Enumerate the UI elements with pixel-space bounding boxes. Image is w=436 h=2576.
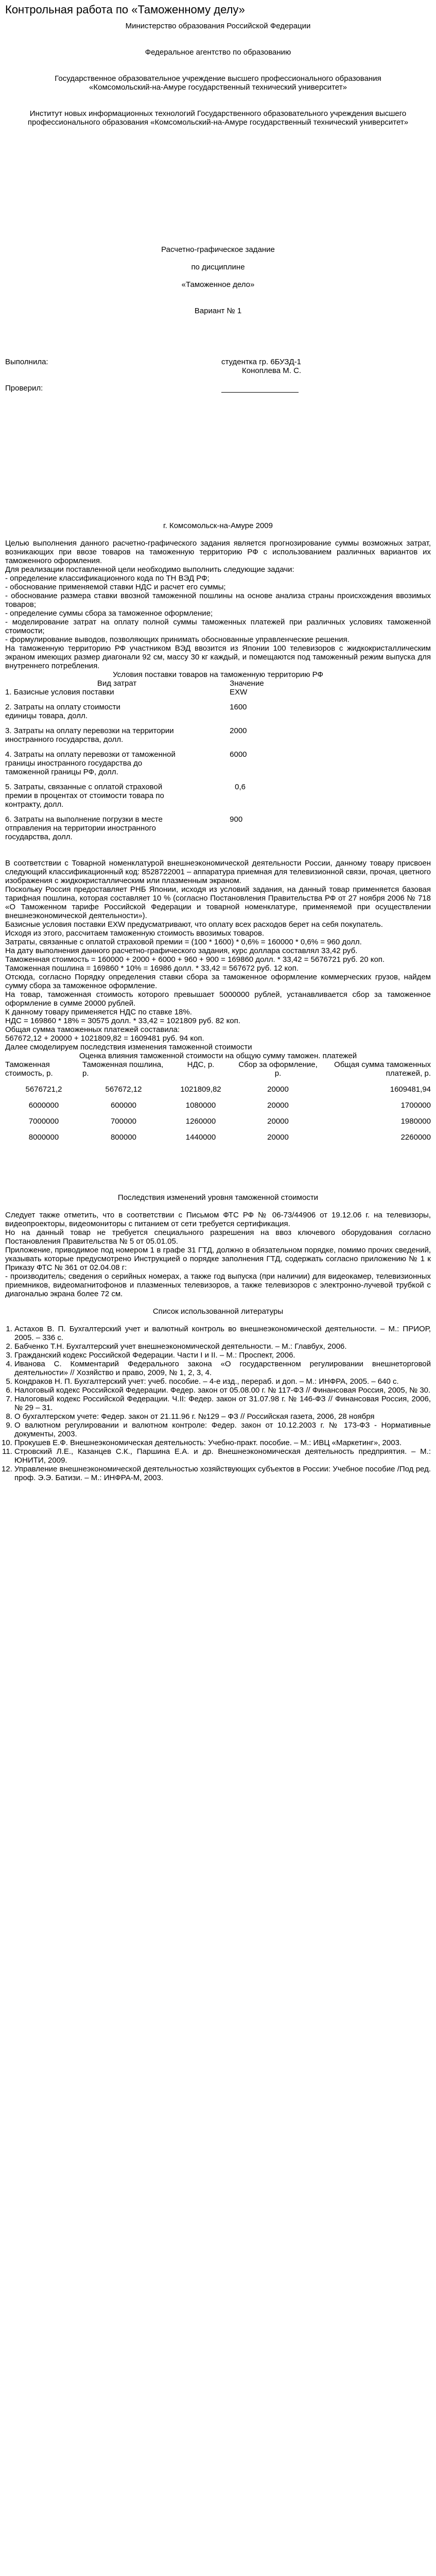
- condition-label: 5. Затраты, связанные с оплатой страховой премии в процентах от стоимости товара по контракту, долл.: [5, 783, 164, 809]
- student-group: студентка гр. 6БУЗД-1: [221, 358, 301, 366]
- ministry: Министерство образования Российской Федерации: [125, 22, 311, 30]
- cell: 1021809,82: [180, 1085, 221, 1094]
- institute: Институт новых информационных технологий Государственного образовательного учреждения высшего профессионального образования «Комсомольский-на-Амуре государственный технический университет»: [27, 109, 409, 127]
- table-row: [5, 726, 293, 744]
- cell: 7000000: [28, 1117, 59, 1126]
- model-table: [5, 1060, 431, 1142]
- cell: 20000: [267, 1133, 289, 1142]
- body-paragraph: 567672,12 + 20000 + 1021809,82 = 1609481 руб. 94 коп.: [5, 1034, 204, 1043]
- body-paragraph: Таможенная пошлина = 169860 * 10% = 16986 долл. * 33,42 = 567672 руб. 12 коп.: [5, 964, 299, 973]
- table-row: [5, 1117, 431, 1126]
- body-paragraph: На дату выполнения данного расчетно-графического задания, курс доллара составлял 33,42 руб.: [5, 946, 358, 955]
- document-title: Контрольная работа по «Таможенному делу»: [5, 3, 245, 16]
- table-row: [5, 1085, 431, 1094]
- city-year: г. Комсомольск-на-Амуре 2009: [163, 521, 273, 530]
- discipline: «Таможенное дело»: [181, 280, 255, 289]
- body-paragraph: Базисные условия поставки EXW предусматривают, что оплату всех расходов берет на себя покупатель.: [5, 920, 383, 929]
- col-header: Таможенная пошлина, р.: [82, 1060, 164, 1078]
- student-name: Коноплева М. С.: [242, 366, 302, 375]
- col-header: Таможенная стоимость, р.: [5, 1060, 53, 1078]
- task-item: - определение суммы сбора за таможенное оформление;: [5, 609, 213, 618]
- condition-value: 2000: [230, 726, 247, 735]
- performed-label: Выполнила:: [5, 358, 48, 366]
- cell: 6000000: [28, 1101, 59, 1110]
- list-item: 10. Прокушев Е.Ф. Внешнеэкономическая деятельность: Учебно-практ. пособие. – М.: ИВЦ «Маркетинг», 2003.: [14, 1438, 431, 1447]
- cell: 1440000: [185, 1133, 216, 1142]
- consequences-paragraph: Но на данный товар не требуется специального разрешения на ввоз ключевого оборудования согласно Постановления Правительства № 5 от 05.01.05.: [5, 1228, 431, 1246]
- checked-row: [0, 384, 436, 393]
- body-paragraph: На товар, таможенная стоимость которого превышает 5000000 рублей, устанавливается сбор за таможенное оформление в сумме 20000 рублей.: [5, 990, 431, 1008]
- agency: Федеральное агентство по образованию: [145, 48, 291, 57]
- body-paragraph: Далее смоделируем последствия изменения таможенной стоимости: [5, 1043, 252, 1052]
- condition-label: 6. Затраты на выполнение погрузки в месте отправления на территории иностранного государства, долл.: [5, 815, 163, 841]
- condition-value: EXW: [230, 688, 248, 697]
- table-row: [5, 703, 293, 720]
- cell: 20000: [267, 1101, 289, 1110]
- cell: 700000: [110, 1117, 137, 1126]
- table-row: [5, 783, 293, 809]
- table-row: [5, 1101, 431, 1110]
- condition-label: 1. Базисные условия поставки: [5, 688, 114, 697]
- list-item: 1. Астахов В. П. Бухгалтерский учет и валютный контроль во внешнеэкономической деятельности. – М.: ПРИОР, 2005. – 336 с.: [14, 1325, 431, 1342]
- condition-value: 900: [230, 815, 243, 824]
- col-header: Сбор за оформление, р.: [238, 1060, 318, 1078]
- document-page: [0, 3, 436, 1482]
- cell: 20000: [267, 1117, 289, 1126]
- condition-value: 0,6: [235, 783, 246, 791]
- need-paragraph: Для реализации поставленной цели необходимо выполнить следующие задачи:: [5, 565, 294, 574]
- cell: 1080000: [185, 1101, 216, 1110]
- consequences-paragraph: Приложение, приводимое под номером 1 в графе 31 ГТД, должно в обязательном порядке, помимо прочих сведений, указывать которые предусмотрено Инструкцией о порядке заполнения ГТД, содержать согласно приложению № 1 к Приказу ФТС № 361 от 02.04.08 г:: [5, 1246, 431, 1272]
- col-type-header: Вид затрат: [97, 679, 137, 688]
- body-paragraph: К данному товару применяется НДС по ставке 18%.: [5, 1008, 192, 1016]
- task-item: - формулирование выводов, позволяющих принимать обоснованные управленческие решения.: [5, 635, 350, 644]
- model-table-header: [5, 1060, 431, 1078]
- cell: 8000000: [28, 1133, 59, 1142]
- task-item: - определение классификационного кода по ТН ВЭД РФ;: [5, 574, 210, 583]
- list-item: 3. Гражданский кодекс Российской Федерации. Части I и II. – М.: Проспект, 2006.: [14, 1351, 431, 1360]
- body-paragraph: Общая сумма таможенных платежей составила:: [5, 1025, 180, 1034]
- table-row: [5, 750, 293, 776]
- consequences-paragraph: Следует также отметить, что в соответствии с Письмом ФТС РФ № 06-73/44906 от 19.12.06 г. на телевизоры, видеопроекторы, видеомониторы с питанием от сети требуется сертификация.: [5, 1211, 431, 1228]
- goal-paragraph: Целью выполнения данного расчетно-графического задания является прогнозирование суммы возможных затрат, возникающих при ввозе товаров на таможенную территорию РФ с использованием различных вариантов их таможенного оформления.: [5, 539, 431, 565]
- table-row: [5, 688, 293, 697]
- conditions-caption: Условия поставки товаров на таможенную территорию РФ: [113, 670, 323, 679]
- task-item: - обоснование размера ставки ввозной таможенной пошлины на основе анализа страны происхождения ввозимых товаров;: [5, 591, 431, 609]
- cell: 567672,12: [105, 1085, 142, 1094]
- condition-value: 1600: [230, 703, 247, 711]
- body-paragraph: Исходя из этого, рассчитаем таможенную стоимость ввозимых товаров.: [5, 929, 265, 938]
- list-item: 11. Стровский Л.Е., Казанцев С.К., Паршина Е.А. и др. Внешнеэкономическая деятельность предприятия. – М.: ЮНИТИ, 2009.: [14, 1447, 431, 1465]
- list-item: 6. Налоговый кодекс Российской Федерации. Федер. закон от 05.08.00 г. № 117-ФЗ // Финансовая Россия, 2005, № 30.: [14, 1386, 431, 1395]
- list-item: 9. О валютном регулировании и валютном контроле: Федер. закон от 10.12.2003 г. № 173-ФЗ - Нормативные документы, 2003.: [14, 1421, 431, 1438]
- variant: Вариант № 1: [194, 307, 242, 315]
- condition-value: 6000: [230, 750, 247, 759]
- cell: 800000: [110, 1133, 137, 1142]
- task-item: - обоснование применяемой ставки НДС и расчет его суммы;: [5, 583, 226, 591]
- situation-paragraph: На таможенную территорию РФ участником ВЭД ввозится из Японии 100 телевизоров с жидкокристаллическим экраном имеющих размер диагонали 92 см, массу 30 кг каждый, и помещаются под таможенный режим выпуска для внутреннего потребления.: [5, 644, 431, 670]
- list-item: 7. Налоговый кодекс Российской Федерации. Ч.II: Федер. закон от 31.07.98 г. № 146-ФЗ // Финансовая Россия, 2006, № 29 – 31.: [14, 1395, 431, 1412]
- body-paragraph: В соответствии с Товарной номенклатурой внешнеэкономической деятельности России, данному товару присвоен следующий классификационный код: 8528722001 – аппаратура приемная для телевизионной связи, прочая, цветного изображения с жидкокристаллическим или плазменным экраном.: [5, 859, 431, 885]
- literature-list: [0, 1325, 431, 1482]
- model-table-caption: Оценка влияния таможенной стоимости на общую сумму таможен. платежей: [79, 1052, 357, 1060]
- col-header: Общая сумма таможенных платежей, р.: [334, 1060, 431, 1078]
- university: Государственное образовательное учреждение высшего профессионального образования «Комсомольский-на-Амуре государственный технический университет»: [55, 74, 381, 92]
- cell: 1260000: [185, 1117, 216, 1126]
- cell: 20000: [267, 1085, 289, 1094]
- cell: 1980000: [400, 1117, 431, 1126]
- conditions-header-row: [5, 679, 293, 688]
- condition-label: 4. Затраты на оплату перевозки от таможенной границы иностранного государства до таможенной границы РФ, долл.: [5, 750, 176, 776]
- body-paragraph: Затраты, связанные с оплатой страховой премии = (100 * 1600) * 0,6% = 160000 * 0,6% = 960 долл.: [5, 938, 362, 946]
- consequences-paragraph: - производитель; сведения о серийных номерах, а также год выпуска (при наличии) для видеокамер, телевизионных приемников, видеомагнитофонов и плазменных телевизоров, а также телевизоров с электронно-лучевой трубкой с диагональю экрана более 72 см.: [5, 1272, 431, 1298]
- task-item: - моделирование затрат на оплату полной суммы таможенных платежей при различных условиях таможенной стоимости;: [5, 618, 431, 635]
- body-paragraph: Поскольку Россия предоставляет РНБ Японии, исходя из условий задания, на данный товар применяется базовая тарифная пошлина, которая составляет 10 % (согласно Постановления Правительства РФ от 27 ноября 2006 № 718 «О Таможенном тарифе Российской Федерации и товарной номенклатуре, применяемой при осуществлении внешнеэкономической деятельности»).: [5, 885, 431, 920]
- by-discipline: по дисциплине: [191, 263, 245, 272]
- checked-label: Проверил:: [5, 384, 43, 393]
- body-paragraph: Отсюда, согласно Порядку определения ставки сбора за таможенное оформление коммерческих грузов, найдем сумму сбора за таможенное оформление.: [5, 973, 431, 990]
- work-type: Расчетно-графическое задание: [161, 245, 275, 254]
- table-row: [5, 1133, 431, 1142]
- conditions-table: [5, 679, 293, 841]
- body-paragraph: НДС = 169860 * 18% = 30575 долл. * 33,42 = 1021809 руб. 82 коп.: [5, 1016, 240, 1025]
- list-item: 12. Управление внешнеэкономической деятельностью хозяйствующих субъектов в России: Учебное пособие /Под ред. проф. Э.Э. Батизи. – М.: ИНФРА-М, 2003.: [14, 1465, 431, 1482]
- cell: 5676721,2: [25, 1085, 62, 1094]
- list-item: 5. Кондраков Н. П. Бухгалтерский учет: учеб. пособие. – 4-е изд., перераб. и доп. – М.: ИНФРА, 2005. – 640 с.: [14, 1377, 431, 1386]
- list-item: 2. Бабченко Т.Н. Бухгалтерский учет внешнеэкономической деятельности. – М.: Главбух, 2006.: [14, 1342, 431, 1351]
- col-value-header: Значение: [230, 679, 264, 688]
- performed-row: [0, 358, 436, 366]
- cell: 1700000: [400, 1101, 431, 1110]
- checker-signature-line: [221, 384, 299, 393]
- cell: 1609481,94: [390, 1085, 431, 1094]
- col-header: НДС, р.: [187, 1060, 215, 1069]
- cell: 600000: [110, 1101, 137, 1110]
- cell: 2260000: [400, 1133, 431, 1142]
- literature-heading: Список использованной литературы: [152, 1307, 284, 1316]
- body-paragraph: Таможенная стоимость = 160000 + 2000 + 6000 + 960 + 900 = 169860 долл. * 33,42 = 5676721 руб. 20 коп.: [5, 955, 385, 964]
- list-item: 8. О бухгалтерском учете: Федер. закон от 21.11.96 г. №129 – ФЗ // Российская газета, 2006, 28 ноября: [14, 1412, 431, 1421]
- list-item: 4. Иванова С. Комментарий Федерального закона «О государственном регулировании внешнеторговой деятельности» // Хозяйство и право, 2009, № 1, 2, 3, 4.: [14, 1360, 431, 1377]
- student-name-row: [0, 366, 436, 375]
- table-row: [5, 815, 293, 841]
- consequences-heading: Последствия изменений уровня таможенной стоимости: [117, 1193, 319, 1202]
- condition-label: 2. Затраты на оплату стоимости единицы товара, долл.: [5, 703, 120, 720]
- condition-label: 3. Затраты на оплату перевозки на территории иностранного государства, долл.: [5, 726, 174, 744]
